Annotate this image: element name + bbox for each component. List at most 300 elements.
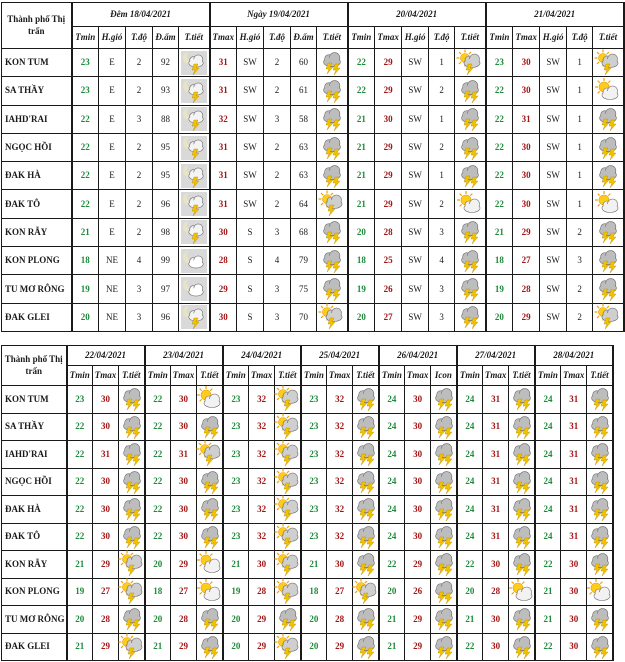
column-header-t-ti-t: T.tiết [119,366,145,386]
cell-tmax: 30 [171,386,197,414]
weather-icon-cell [275,413,301,441]
weather-icon-cell [275,496,301,524]
cell-t: 1 [567,162,593,190]
forecast-table-extended [1,345,614,661]
thunderstorm-icon [595,249,621,273]
weather-icon-cell [509,413,535,441]
column-header-t: T.độ [126,27,153,49]
night-thunder-icon [181,107,207,131]
weather-icon-cell [119,386,145,414]
cell-tmin: 24 [379,496,405,524]
cell-tmax: 28 [513,275,540,303]
thunderstorm-icon [595,277,621,301]
thunderstorm-icon [457,107,483,131]
city-name: KON PLONG [2,578,67,606]
cell-h-gi: SW [402,162,429,190]
thunderstorm-icon [119,387,145,411]
weather-icon-cell [197,413,223,441]
cell-h-gi: NE [99,303,126,331]
cell-h-gi: SW [237,77,264,105]
cell-tmax: 30 [513,49,540,77]
cell-tmin: 20 [457,578,483,606]
column-header-tmin: Tmin [223,366,249,386]
cell-tmax: 32 [327,496,353,524]
weather-icon-cell [353,551,379,579]
sun-thunder-icon [275,635,301,659]
cell-h-gi: SW [402,247,429,275]
thunderstorm-icon [509,415,535,439]
cell-tmin: 23 [223,523,249,551]
cell-tmin: 23 [223,386,249,414]
cell-t: 2 [126,77,153,105]
cell-t: 1 [567,49,593,77]
cell-h-gi: SW [402,218,429,246]
cell-tmin: 20 [348,218,375,246]
cell-t: 2 [429,133,455,161]
thunderstorm-icon [353,635,379,659]
city-column-header: Thành phố Thị trấn [2,3,72,49]
column-header-h-gi: H.gió [402,27,429,49]
cell-h-gi: SW [540,49,567,77]
thunderstorm-icon [353,525,379,549]
thunderstorm-icon [197,635,223,659]
cell-tmax: 30 [561,578,587,606]
column-header-tmax: Tmax [171,366,197,386]
thunderstorm-icon [509,552,535,576]
sun-thunder-icon [595,51,621,75]
table-row [2,275,624,303]
cell-tmin: 22 [379,551,405,579]
weather-icon-cell [119,523,145,551]
cell-t: 2 [567,303,593,331]
cell-tmin: 22 [348,49,375,77]
cell-h-gi: SW [237,49,264,77]
weather-icon-cell [509,441,535,469]
cell-h-gi: S [237,218,264,246]
date-header: 26/04/2021 [379,346,457,366]
cell-tmax: 31 [561,386,587,414]
thunderstorm-icon [197,525,223,549]
cell-tmax: 29 [375,49,402,77]
cell-tmin: 18 [145,578,171,606]
cell-tmax: 29 [375,190,402,218]
thunderstorm-icon [587,635,613,659]
cell-t: 3 [567,247,593,275]
cell-tmin: 21 [486,218,513,246]
cell-tmin: 24 [535,413,561,441]
table-row [2,523,613,551]
column-header-t-ti-t: T.tiết [353,366,379,386]
thunderstorm-icon [275,607,301,631]
cell-tmax: 29 [405,606,431,634]
thunderstorm-icon [431,525,457,549]
cell-tmax: 30 [483,551,509,579]
column-header-tmin: Tmin [379,366,405,386]
cell-tmin: 22 [457,633,483,661]
city-name: ĐAK TÔ [2,190,72,218]
weather-icon-cell [275,468,301,496]
thunderstorm-icon [509,635,535,659]
cell-t: 3 [126,275,153,303]
sun-thunder-icon [119,580,145,604]
thunderstorm-icon [319,51,345,75]
table-row [2,468,613,496]
weather-icon-cell [353,468,379,496]
thunderstorm-icon [457,249,483,273]
cell-t: 1 [429,49,455,77]
night-thunder-icon [181,305,207,329]
thunderstorm-icon [319,79,345,103]
weather-icon-cell [275,578,301,606]
cell-tmin: 21 [379,633,405,661]
cell-m: 75 [291,275,317,303]
cell-tmin: 22 [457,551,483,579]
weather-icon-cell [455,303,486,331]
cell-tmin: 23 [72,49,99,77]
weather-icon-cell [431,413,457,441]
cell-tmin: 21 [535,578,561,606]
weather-icon-cell [455,275,486,303]
thunderstorm-icon [587,387,613,411]
sun-cloud-icon [197,552,223,576]
cell-h-gi: SW [540,77,567,105]
cell-tmax: 29 [249,606,275,634]
cell-t: 1 [567,133,593,161]
cell-tmin: 21 [67,633,93,661]
weather-icon-cell [179,275,210,303]
cell-tmin: 24 [457,523,483,551]
cell-tmin: 20 [223,606,249,634]
sun-cloud-icon [587,580,613,604]
cell-m: 63 [291,162,317,190]
cell-tmin: 21 [67,551,93,579]
cell-tmin: 21 [379,606,405,634]
thunderstorm-icon [509,525,535,549]
cell-tmin: 22 [72,133,99,161]
night-thunder-icon [181,192,207,216]
table-row [2,190,624,218]
cell-t: 2 [126,133,153,161]
weather-icon-cell [179,303,210,331]
cell-m: 70 [291,303,317,331]
cell-tmin: 21 [72,218,99,246]
cell-h-gi: NE [99,247,126,275]
cell-tmin: 24 [379,413,405,441]
weather-icon-cell [593,218,624,246]
column-header-t-ti-t: T.tiết [317,27,348,49]
cell-tmax: 30 [210,218,237,246]
cell-t: 2 [126,218,153,246]
cell-h-gi: E [99,190,126,218]
cell-tmin: 22 [535,633,561,661]
column-header-tmax: Tmax [513,27,540,49]
weather-icon-cell [179,77,210,105]
cell-tmin: 23 [223,468,249,496]
cell-h-gi: SW [540,162,567,190]
cell-tmax: 29 [375,162,402,190]
cell-tmin: 19 [486,275,513,303]
cell-tmax: 32 [249,413,275,441]
weather-icon-cell [275,551,301,579]
thunderstorm-icon [353,497,379,521]
thunderstorm-icon [319,249,345,273]
weather-icon-cell [119,606,145,634]
thunderstorm-icon [353,415,379,439]
cell-tmax: 30 [375,105,402,133]
cell-m: 58 [291,105,317,133]
cell-h-gi: E [99,133,126,161]
cell-t: 3 [429,275,455,303]
cell-t: 1 [429,105,455,133]
city-name: KON TUM [2,49,72,77]
weather-icon-cell [431,606,457,634]
date-header: Đêm 18/04/2021 [72,3,210,27]
thunderstorm-icon [353,607,379,631]
date-header: 24/04/2021 [223,346,301,366]
cell-h-gi: SW [540,133,567,161]
sun-thunder-icon [353,580,379,604]
cell-t: 2 [429,190,455,218]
cell-t: 2 [264,133,291,161]
city-column-header: Thành phố Thị trấn [2,346,67,386]
cell-m: 88 [153,105,179,133]
sun-thunder-icon [119,552,145,576]
cell-tmin: 22 [145,523,171,551]
weather-icon-cell [593,105,624,133]
cell-tmin: 18 [486,247,513,275]
cell-tmin: 21 [535,606,561,634]
thunderstorm-icon [119,525,145,549]
sun-thunder-icon [119,635,145,659]
cell-tmax: 31 [483,441,509,469]
weather-icon-cell [509,496,535,524]
column-header-t: T.độ [429,27,455,49]
weather-icon-cell [593,275,624,303]
table-row [2,218,624,246]
column-header-icon: Icon [431,366,457,386]
cell-tmax: 28 [375,218,402,246]
weather-icon-cell [587,523,613,551]
cell-tmin: 22 [145,386,171,414]
weather-icon-cell [593,49,624,77]
weather-icon-cell [455,190,486,218]
cell-tmax: 31 [561,441,587,469]
cell-h-gi: SW [402,190,429,218]
cell-t: 3 [264,275,291,303]
weather-icon-cell [431,551,457,579]
cell-tmax: 29 [513,218,540,246]
cell-t: 2 [126,49,153,77]
thunderstorm-icon [119,497,145,521]
column-header-t-ti-t: T.tiết [455,27,486,49]
cell-tmax: 31 [483,468,509,496]
cell-tmax: 31 [561,523,587,551]
cell-h-gi: SW [237,105,264,133]
thunderstorm-icon [319,164,345,188]
cell-tmax: 30 [171,496,197,524]
cell-tmin: 22 [67,441,93,469]
cell-tmin: 23 [301,386,327,414]
cell-h-gi: SW [540,247,567,275]
sun-cloud-icon [197,387,223,411]
cell-tmin: 24 [535,468,561,496]
night-thunder-icon [181,79,207,103]
cell-tmin: 22 [67,468,93,496]
sun-cloud-icon [595,79,621,103]
cell-t: 3 [429,303,455,331]
cell-tmax: 31 [210,190,237,218]
weather-icon-cell [353,496,379,524]
thunderstorm-icon [457,136,483,160]
city-name: KON PLONG [2,247,72,275]
cell-tmax: 31 [561,468,587,496]
thunderstorm-icon [595,136,621,160]
weather-icon-cell [119,551,145,579]
weather-icon-cell [119,441,145,469]
cell-tmin: 22 [486,162,513,190]
cell-t: 3 [126,105,153,133]
cell-tmin: 19 [72,275,99,303]
weather-icon-cell [509,386,535,414]
weather-icon-cell [275,606,301,634]
weather-icon-cell [587,441,613,469]
weather-icon-cell [317,77,348,105]
column-header-t: T.độ [264,27,291,49]
thunderstorm-icon [431,552,457,576]
city-name: ĐAK HÀ [2,162,72,190]
column-header-tmin: Tmin [301,366,327,386]
weather-icon-cell [353,523,379,551]
column-header-tmax: Tmax [561,366,587,386]
cell-t: 2 [264,190,291,218]
cell-t: 3 [264,105,291,133]
city-name: TU MƠ RÔNG [2,275,72,303]
cell-h-gi: S [237,303,264,331]
cell-h-gi: SW [237,190,264,218]
weather-icon-cell [587,386,613,414]
weather-icon-cell [197,578,223,606]
cell-tmin: 21 [301,551,327,579]
cell-tmax: 30 [561,606,587,634]
cell-m: 93 [153,77,179,105]
cell-m: 63 [291,133,317,161]
weather-icon-cell [587,496,613,524]
column-header-tmax: Tmax [249,366,275,386]
cell-tmax: 32 [249,468,275,496]
cell-tmax: 32 [327,468,353,496]
cell-tmax: 30 [405,496,431,524]
cell-tmax: 30 [249,551,275,579]
weather-icon-cell [119,468,145,496]
cell-tmin: 23 [301,413,327,441]
table-row [2,303,624,331]
cell-tmax: 30 [93,523,119,551]
sun-thunder-icon [319,192,345,216]
cell-tmin: 20 [379,578,405,606]
weather-icon-cell [317,190,348,218]
weather-icon-cell [431,496,457,524]
weather-icon-cell [317,218,348,246]
night-thunder-icon [181,51,207,75]
sun-cloud-icon [509,580,535,604]
cell-t: 2 [567,275,593,303]
thunderstorm-icon [119,607,145,631]
cell-tmax: 30 [513,133,540,161]
cell-tmax: 31 [561,413,587,441]
weather-icon-cell [353,413,379,441]
cell-tmax: 31 [483,386,509,414]
column-header-tmin: Tmin [72,27,99,49]
weather-icon-cell [197,551,223,579]
cell-tmin: 23 [301,441,327,469]
date-header: 25/04/2021 [301,346,379,366]
cell-tmax: 30 [93,468,119,496]
table-row [2,633,613,661]
cell-tmax: 29 [405,633,431,661]
weather-icon-cell [179,133,210,161]
thunderstorm-icon [431,387,457,411]
cell-t: 4 [264,247,291,275]
date-header: Ngày 19/04/2021 [210,3,348,27]
thunderstorm-icon [587,497,613,521]
cell-t: 2 [126,190,153,218]
cell-tmin: 23 [301,496,327,524]
date-header: 28/04/2021 [535,346,613,366]
cell-tmax: 30 [561,551,587,579]
cell-tmax: 30 [405,441,431,469]
cell-tmin: 19 [67,578,93,606]
cell-tmax: 29 [93,551,119,579]
cell-tmin: 22 [486,77,513,105]
cell-tmin: 20 [301,633,327,661]
table-row [2,77,624,105]
city-name: NGỌC HỒI [2,468,67,496]
cell-tmax: 31 [210,133,237,161]
cell-tmin: 24 [535,441,561,469]
weather-icon-cell [197,606,223,634]
city-name: ĐAK GLEI [2,633,67,661]
weather-icon-cell [455,218,486,246]
cell-tmax: 29 [171,551,197,579]
cell-tmin: 24 [535,386,561,414]
cell-tmax: 27 [375,303,402,331]
cell-tmax: 30 [171,413,197,441]
cell-tmax: 28 [483,578,509,606]
cell-tmin: 20 [67,606,93,634]
weather-icon-cell [179,105,210,133]
city-name: ĐAK HÀ [2,496,67,524]
cell-tmax: 32 [249,496,275,524]
cell-h-gi: S [237,247,264,275]
weather-icon-cell [179,49,210,77]
cell-tmax: 30 [483,606,509,634]
weather-icon-cell [455,162,486,190]
column-header-t-ti-t: T.tiết [179,27,210,49]
city-name: KON RẪY [2,218,72,246]
city-name: NGỌC HỒI [2,133,72,161]
cell-h-gi: SW [540,275,567,303]
cell-tmax: 30 [561,633,587,661]
night-thunder-icon [181,164,207,188]
cell-t: 2 [264,49,291,77]
weather-icon-cell [593,247,624,275]
thunderstorm-icon [457,220,483,244]
city-name: ĐAK TÔ [2,523,67,551]
cell-m: 97 [153,275,179,303]
cell-tmax: 29 [210,275,237,303]
cell-tmin: 18 [348,247,375,275]
cell-tmin: 19 [223,578,249,606]
